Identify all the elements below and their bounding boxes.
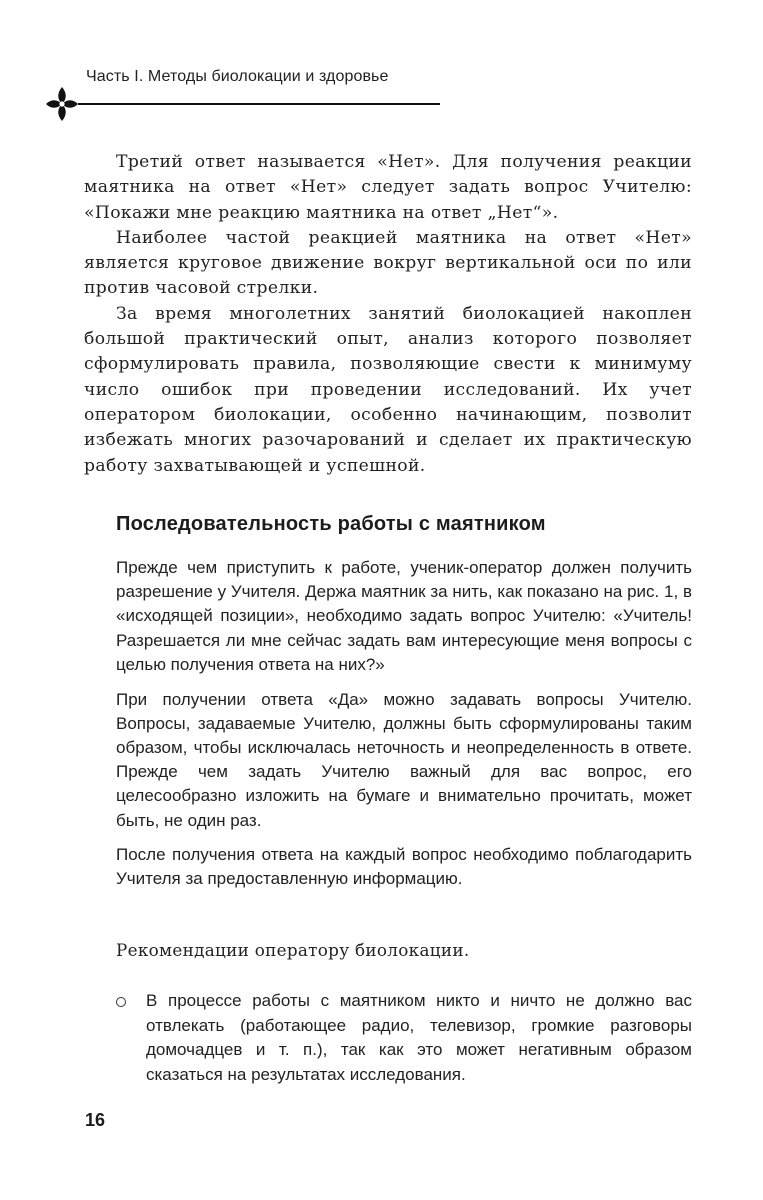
intro-paragraph: За время многолетних занятий биолокацией накоплен большой практический опыт, анализ которого позволяет сформулировать правила, позволяющие свести к минимуму число ошибок при проведении исследований. Их учет оператором биолокации, особенно начинающим, позволит избежать многих разочарований и сделает их практическую работу захватывающей и успешной. [84, 303, 692, 476]
list-item [116, 989, 692, 1087]
bullet-circle-icon [116, 997, 126, 1007]
intro-paragraph: Третий ответ называется «Нет». Для получения реакции маятника на ответ «Нет» следует задать вопрос Учителю: «Покажи мне реакцию маятника на ответ „Нет“». [84, 152, 692, 223]
section-body [116, 556, 692, 902]
section-paragraph: При получении ответа «Да» можно задавать вопросы Учителю. Вопросы, задаваемые Учителю, должны быть сформулированы таким образом, чтобы исключалась неточность и неопределенность в ответе. Прежде чем задать Учителю важный для вас вопрос, его целесообразно изложить на бумаге и внимательно прочитать, может быть, не один раз. [116, 689, 692, 830]
intro-text [84, 150, 692, 479]
section-paragraph: После получения ответа на каждый вопрос необходимо поблагодарить Учителя за предоставленную информацию. [116, 845, 692, 889]
list-item-text: В процессе работы с маятником никто и ничто не должно вас отвлекать (работающее радио, телевизор, громкие разговоры домочадцев и т. п.), так как это может негативным образом сказаться на результатах исследования. [146, 991, 692, 1084]
intro-paragraph: Наиболее частой реакцией маятника на ответ «Нет» является круговое движение вокруг вертикальной оси по или против часовой стрелки. [84, 227, 692, 299]
section-paragraph: Прежде чем приступить к работе, ученик-оператор должен получить разрешение у Учителя. Держа маятник за нить, как показано на рис. 1, в «исходящей позиции», необходимо задать вопрос Учителю: «Учитель! Разрешается ли мне сейчас задать вам интересующие меня вопросы с целью получения ответа на них?» [116, 558, 692, 674]
header-ornament [40, 86, 440, 126]
recommendations-heading: Рекомендации оператору биолокации. [116, 940, 470, 960]
page-number: 16 [85, 1110, 106, 1130]
running-head: Часть I. Методы биолокации и здоровье [86, 68, 389, 85]
section-title: Последовательность работы с маятником [116, 513, 546, 535]
